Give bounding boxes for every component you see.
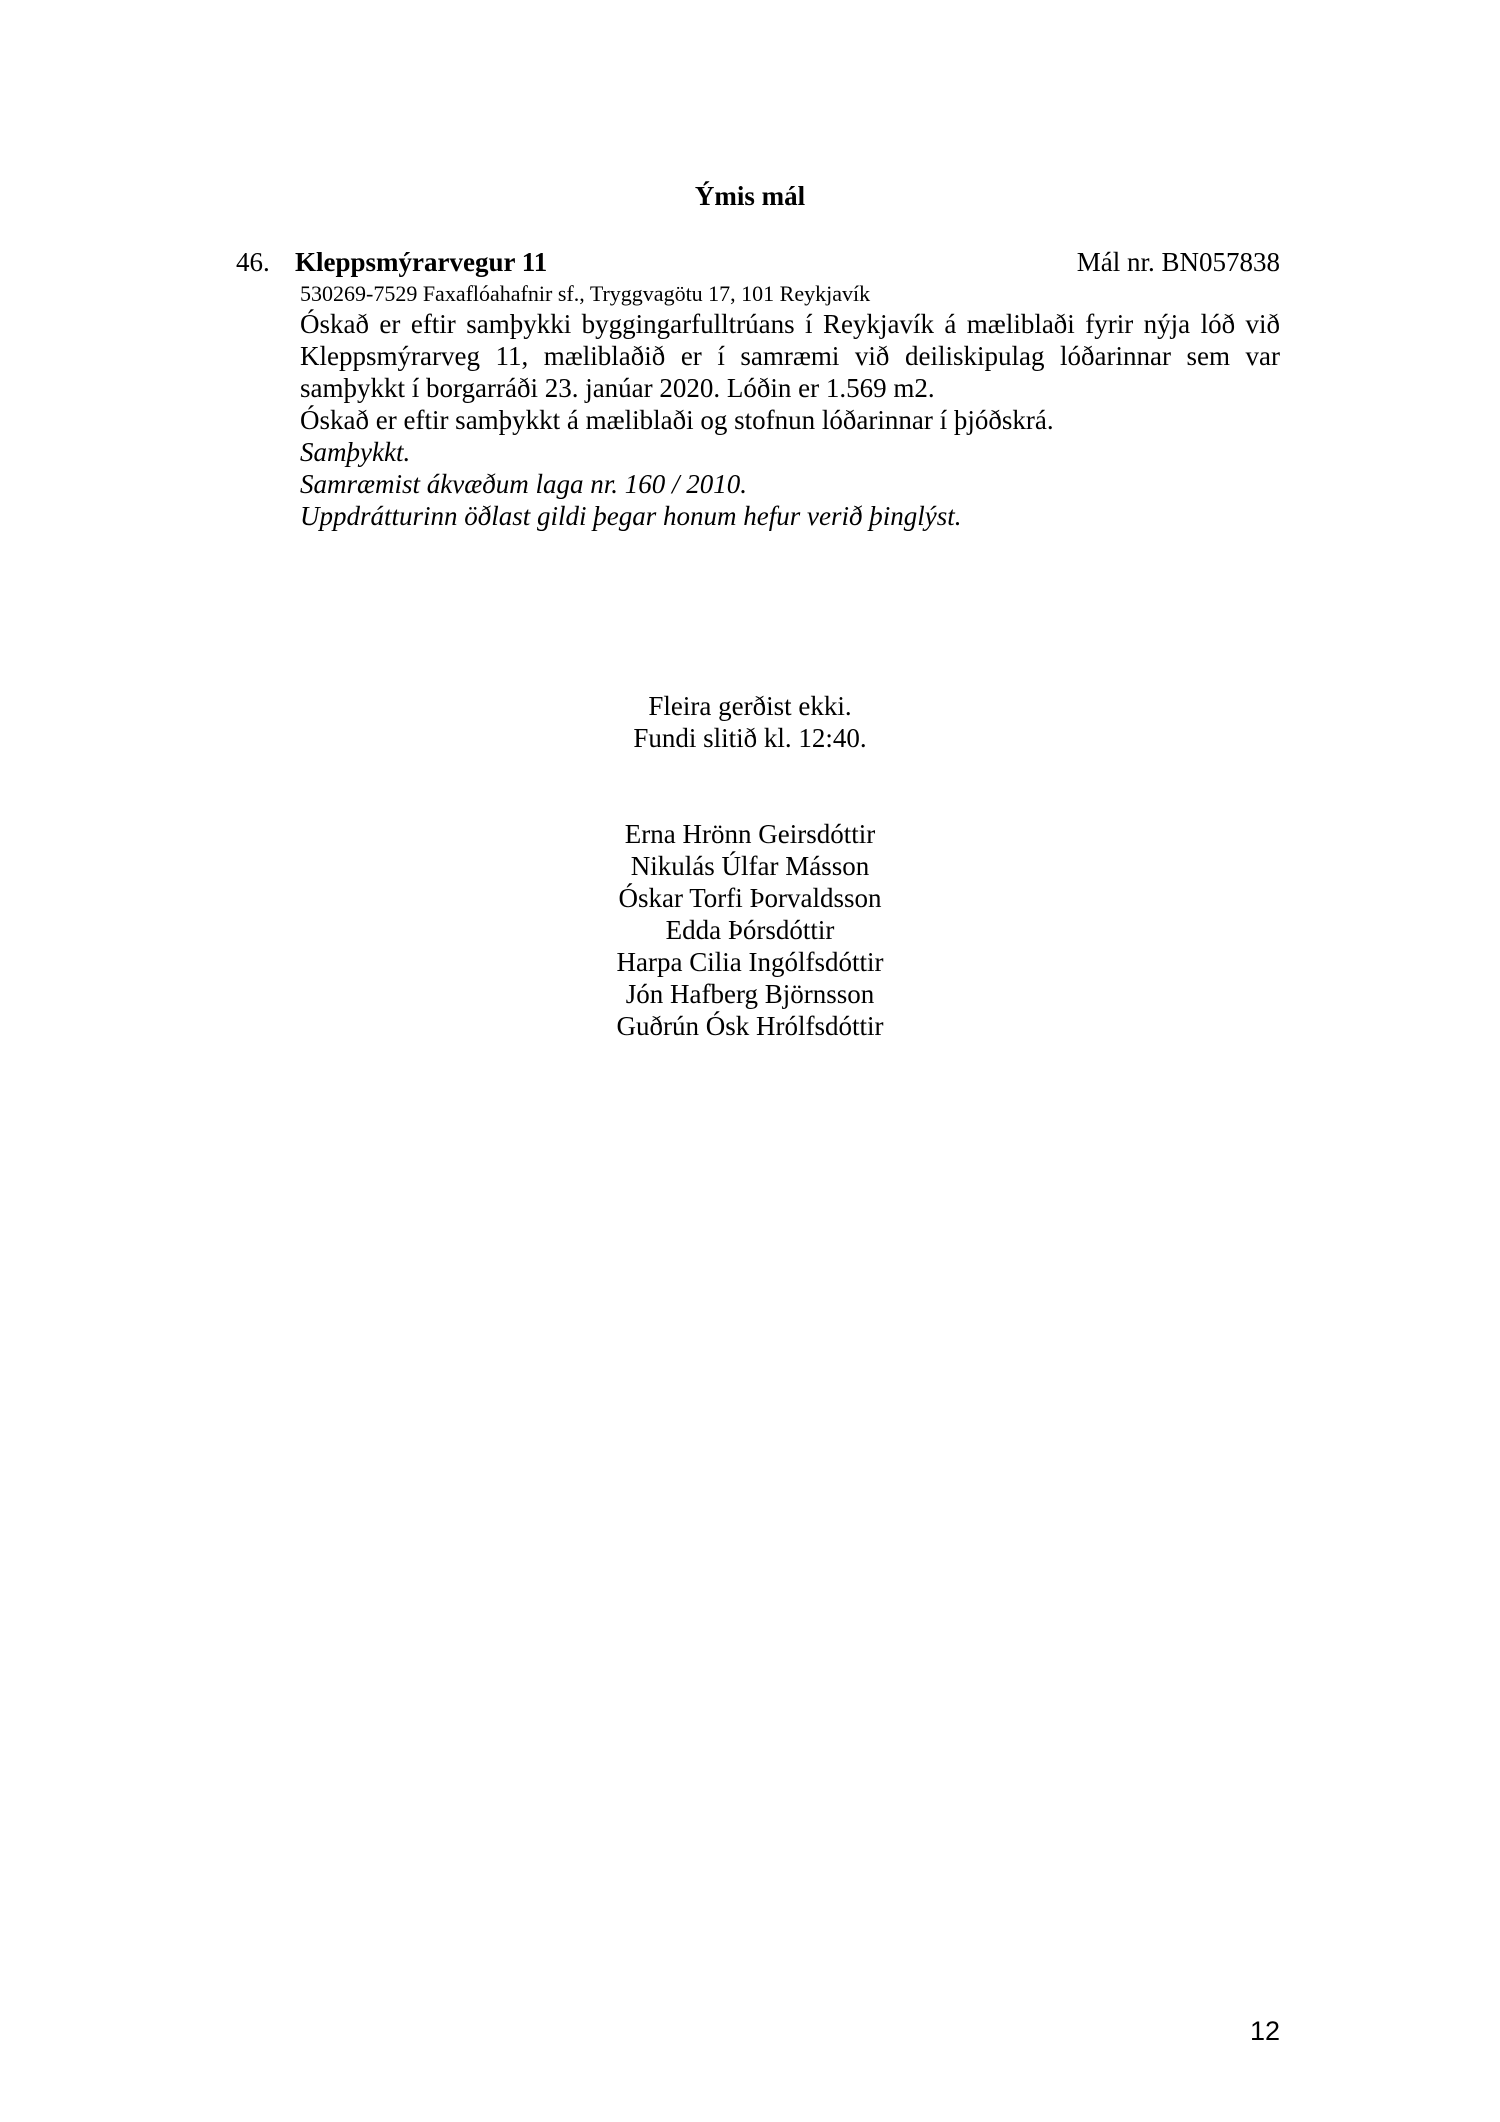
signatory-name: Óskar Torfi Þorvaldsson [618, 883, 882, 913]
signatory-name: Guðrún Ósk Hrólfsdóttir [616, 1011, 884, 1041]
signatory-name: Nikulás Úlfar Másson [630, 851, 870, 881]
closing-remarks [0, 690, 1500, 754]
applicant-line: 530269-7529 Faxaflóahafnir sf., Tryggvagötu 17, 101 Reykjavík [300, 281, 871, 306]
page-number: 12 [1249, 2016, 1280, 2046]
signatory-list [0, 818, 1500, 1042]
registration-note: Uppdrátturinn öðlast gildi þegar honum hefur verið þinglýst. [300, 501, 962, 531]
case-id: Mál nr. BN057838 [1076, 247, 1280, 277]
signatory-name: Erna Hrönn Geirsdóttir [624, 819, 876, 849]
case-number: 46. [236, 247, 270, 277]
case-header [236, 246, 1280, 278]
case-description: Óskað er eftir samþykki byggingarfulltrúans í Reykjavík á mæliblaði fyrir nýja lóð við Kleppsmýrarveg 11, mæliblaðið er í samræmi við deiliskipulag lóðarinnar sem var samþykkt í borgarráði 23. janúar 2020. Lóðin er 1.569 m2. [300, 309, 1280, 403]
case-request: Óskað er eftir samþykkt á mæliblaði og stofnun lóðarinnar í þjóðskrá. [300, 405, 1054, 435]
signatory-name: Edda Þórsdóttir [665, 915, 835, 945]
signatory-name: Harpa Cilia Ingólfsdóttir [616, 947, 884, 977]
case-body [300, 280, 1280, 532]
section-heading: Ýmis mál [694, 181, 806, 211]
case-title: Kleppsmýrarvegur 11 [295, 247, 548, 277]
closing-line: Fleira gerðist ekki. [648, 691, 852, 721]
law-note: Samræmist ákvæðum laga nr. 160 / 2010. [300, 469, 748, 499]
case-decision: Samþykkt. [300, 437, 411, 467]
signatory-name: Jón Hafberg Björnsson [625, 979, 875, 1009]
meeting-end-line: Fundi slitið kl. 12:40. [633, 723, 867, 753]
